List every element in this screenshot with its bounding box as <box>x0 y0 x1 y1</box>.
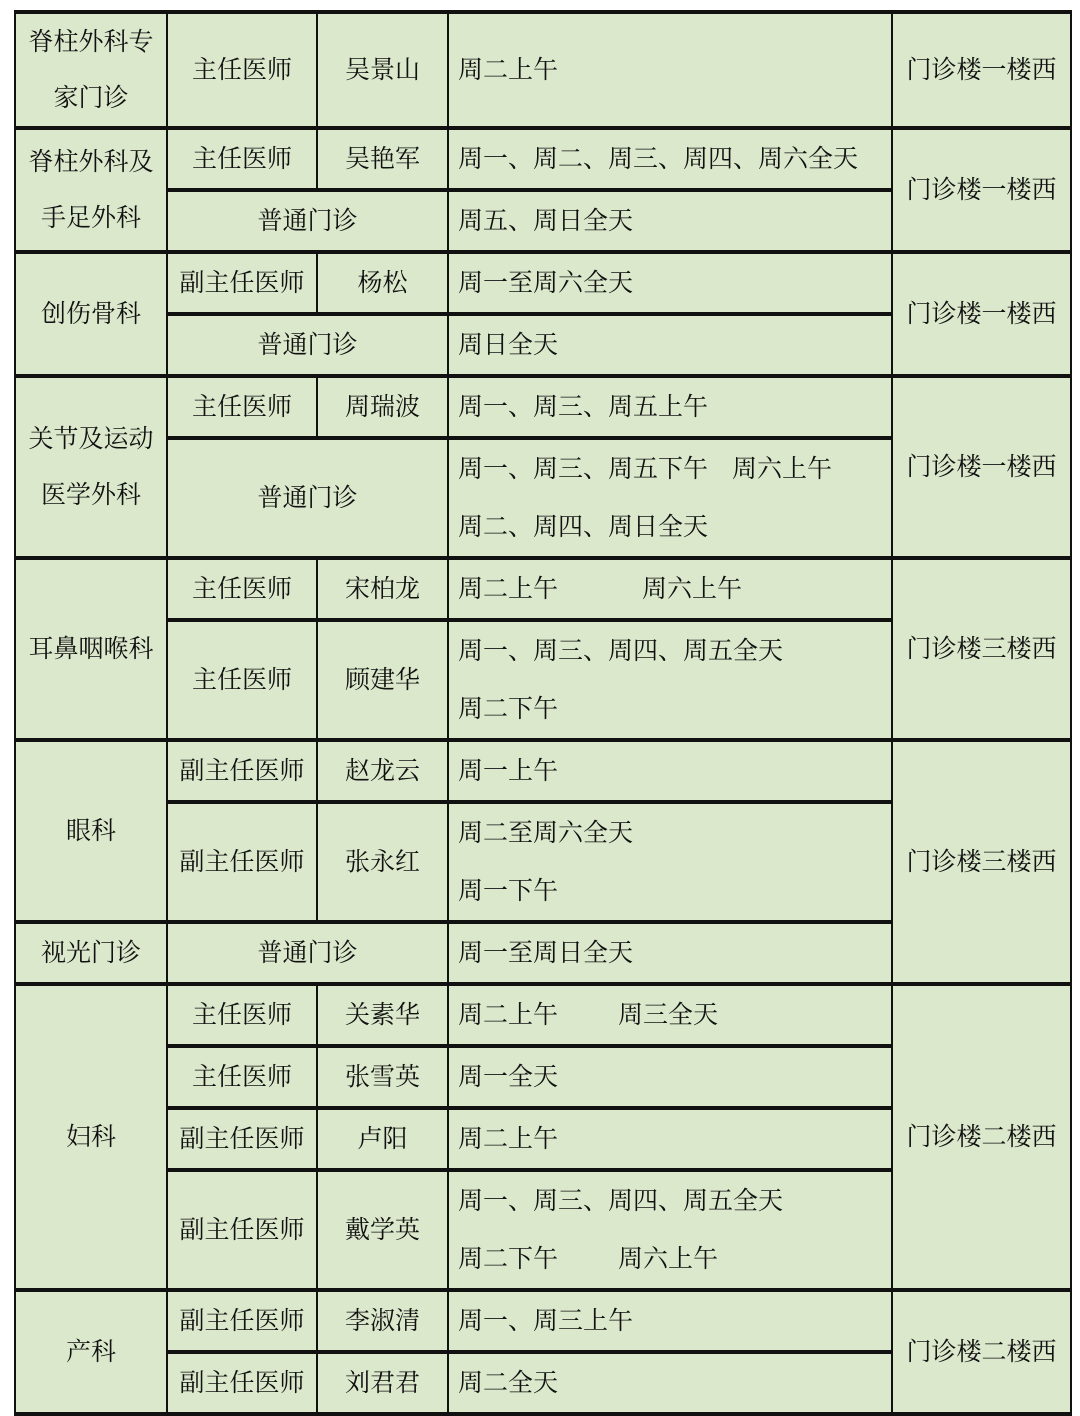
location-cell: 门诊楼二楼西 <box>892 984 1071 1290</box>
table-row <box>15 558 1071 620</box>
schedule-cell: 周一、周二、周三、周四、周六全天 <box>448 128 892 190</box>
general-clinic-cell: 普通门诊 <box>167 438 448 558</box>
department-cell: 眼科 <box>15 740 167 922</box>
title-cell: 副主任医师 <box>167 740 317 802</box>
doctor-cell: 吴景山 <box>317 12 448 128</box>
location-cell: 门诊楼三楼西 <box>892 740 1071 984</box>
schedule-cell: 周一、周三上午 <box>448 1290 892 1352</box>
schedule-line: 周二、周四、周日全天 <box>458 512 709 541</box>
table-row <box>15 1290 1071 1352</box>
doctor-cell: 李淑清 <box>317 1290 448 1352</box>
location-cell: 门诊楼一楼西 <box>892 12 1071 128</box>
schedule-cell <box>448 438 892 558</box>
schedule-cell: 周一全天 <box>448 1046 892 1108</box>
title-cell: 副主任医师 <box>167 1170 317 1290</box>
table-row <box>15 252 1071 314</box>
schedule-cell: 周二上午 周三全天 <box>448 984 892 1046</box>
location-cell: 门诊楼一楼西 <box>892 128 1071 252</box>
doctor-cell: 张雪英 <box>317 1046 448 1108</box>
schedule-cell <box>448 620 892 740</box>
department-cell: 创伤骨科 <box>15 252 167 376</box>
title-cell: 主任医师 <box>167 558 317 620</box>
title-cell: 主任医师 <box>167 376 317 438</box>
doctor-cell: 宋柏龙 <box>317 558 448 620</box>
schedule-cell: 周一上午 <box>448 740 892 802</box>
schedule-cell <box>448 802 892 922</box>
title-cell: 主任医师 <box>167 128 317 190</box>
department-cell: 关节及运动医学外科 <box>15 376 167 558</box>
doctor-cell: 顾建华 <box>317 620 448 740</box>
location-cell: 门诊楼一楼西 <box>892 252 1071 376</box>
title-cell: 主任医师 <box>167 12 317 128</box>
doctor-cell: 周瑞波 <box>317 376 448 438</box>
doctor-cell: 卢阳 <box>317 1108 448 1170</box>
location-cell: 门诊楼二楼西 <box>892 1290 1071 1414</box>
table-row <box>15 740 1071 802</box>
doctor-cell: 刘君君 <box>317 1352 448 1414</box>
schedule-cell: 周二上午 周六上午 <box>448 558 892 620</box>
title-cell: 主任医师 <box>167 620 317 740</box>
table-row <box>15 12 1071 128</box>
general-clinic-cell: 普通门诊 <box>167 922 448 984</box>
department-cell: 视光门诊 <box>15 922 167 984</box>
schedule-cell: 周一至周六全天 <box>448 252 892 314</box>
schedule-line: 周一、周三、周四、周五全天 <box>458 636 784 665</box>
schedule-line: 周一、周三、周五下午 周六上午 <box>458 454 833 483</box>
schedule-cell: 周二上午 <box>448 1108 892 1170</box>
doctor-cell: 赵龙云 <box>317 740 448 802</box>
location-cell: 门诊楼三楼西 <box>892 558 1071 740</box>
title-cell: 主任医师 <box>167 1046 317 1108</box>
schedule-line: 周一下午 <box>458 876 559 905</box>
title-cell: 副主任医师 <box>167 802 317 922</box>
department-cell: 耳鼻咽喉科 <box>15 558 167 740</box>
doctor-cell: 关素华 <box>317 984 448 1046</box>
general-clinic-cell: 普通门诊 <box>167 314 448 376</box>
schedule-cell: 周日全天 <box>448 314 892 376</box>
doctor-cell: 吴艳军 <box>317 128 448 190</box>
location-cell: 门诊楼一楼西 <box>892 376 1071 558</box>
doctor-cell: 杨松 <box>317 252 448 314</box>
schedule-line: 周二下午 周六上午 <box>458 1244 719 1273</box>
doctor-cell: 戴学英 <box>317 1170 448 1290</box>
department-cell: 脊柱外科专家门诊 <box>15 12 167 128</box>
schedule-cell: 周二上午 <box>448 12 892 128</box>
schedule-cell: 周二全天 <box>448 1352 892 1414</box>
clinic-schedule-table <box>14 10 1072 1416</box>
schedule-cell: 周一至周日全天 <box>448 922 892 984</box>
title-cell: 副主任医师 <box>167 1290 317 1352</box>
schedule-cell: 周一、周三、周五上午 <box>448 376 892 438</box>
table-row <box>15 128 1071 190</box>
department-cell: 妇科 <box>15 984 167 1290</box>
title-cell: 副主任医师 <box>167 252 317 314</box>
schedule-cell: 周五、周日全天 <box>448 190 892 252</box>
doctor-cell: 张永红 <box>317 802 448 922</box>
schedule-line: 周二下午 <box>458 694 559 723</box>
title-cell: 副主任医师 <box>167 1352 317 1414</box>
table-row <box>15 984 1071 1046</box>
department-cell: 产科 <box>15 1290 167 1414</box>
schedule-cell <box>448 1170 892 1290</box>
general-clinic-cell: 普通门诊 <box>167 190 448 252</box>
schedule-line: 周一、周三、周四、周五全天 <box>458 1186 784 1215</box>
title-cell: 主任医师 <box>167 984 317 1046</box>
schedule-line: 周二至周六全天 <box>458 818 634 847</box>
department-cell: 脊柱外科及手足外科 <box>15 128 167 252</box>
table-row <box>15 376 1071 438</box>
title-cell: 副主任医师 <box>167 1108 317 1170</box>
